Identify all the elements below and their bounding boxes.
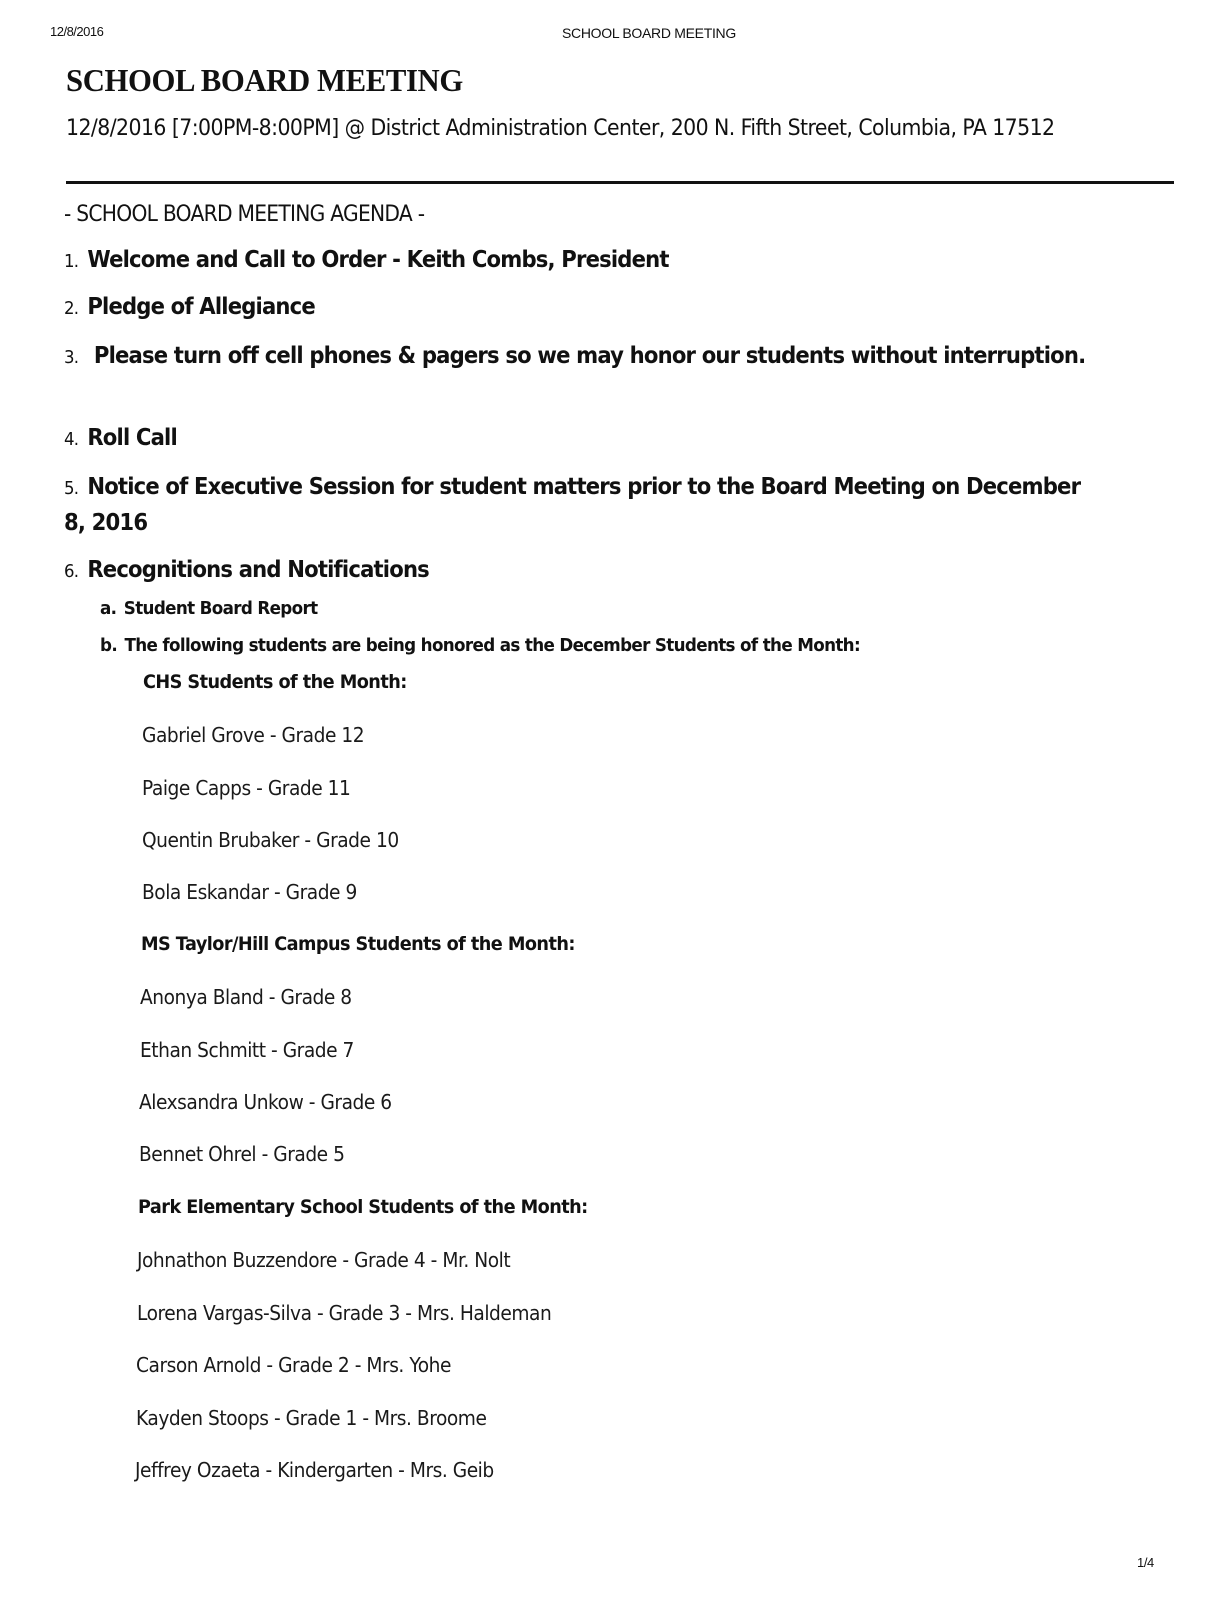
sub-item-text: The following students are being honored as the December Students of the Month:: [124, 635, 860, 656]
sub-item-text: Student Board Report: [123, 598, 318, 619]
agenda-heading: - SCHOOL BOARD MEETING AGENDA -: [64, 202, 425, 227]
agenda-item: [64, 290, 1104, 326]
group-heading-ms: MS Taylor/Hill Campus Students of the Month:: [141, 933, 575, 955]
student-entry: Jeffrey Ozaeta - Kindergarten - Mrs. Geib: [135, 1458, 494, 1482]
agenda-item-text: Pledge of Allegiance: [87, 294, 315, 320]
student-entry: Quentin Brubaker - Grade 10: [142, 828, 399, 852]
student-entry: Lorena Vargas-Silva - Grade 3 - Mrs. Haldeman: [137, 1301, 552, 1325]
group-heading-park: Park Elementary School Students of the Month:: [138, 1196, 588, 1218]
agenda-item: [64, 553, 1104, 589]
agenda-item-number: 2.: [64, 298, 79, 319]
student-entry: Paige Capps - Grade 11: [142, 776, 351, 800]
print-header-title: SCHOOL BOARD MEETING: [562, 25, 736, 41]
agenda-item-text: Welcome and Call to Order - Keith Combs, President: [87, 247, 669, 273]
student-entry: Johnathon Buzzendore - Grade 4 - Mr. Nolt: [137, 1248, 511, 1272]
agenda-item: [64, 470, 1104, 541]
agenda-item-number: 3.: [64, 347, 79, 368]
page-number: 1/4: [1137, 1555, 1154, 1570]
student-entry: Alexsandra Unkow - Grade 6: [139, 1090, 392, 1114]
agenda-item-number: 6.: [64, 561, 79, 582]
student-entry: Kayden Stoops - Grade 1 - Mrs. Broome: [136, 1406, 487, 1430]
agenda-item-number: 5.: [64, 478, 79, 499]
agenda-sub-item: [100, 635, 860, 656]
student-entry: Carson Arnold - Grade 2 - Mrs. Yohe: [136, 1353, 451, 1377]
sub-item-letter: b.: [100, 635, 118, 656]
student-entry: Ethan Schmitt - Grade 7: [140, 1038, 354, 1062]
agenda-item-text: Notice of Executive Session for student matters prior to the Board Meeting on December 8, 2016: [64, 474, 1081, 536]
agenda-item-text: Please turn off cell phones & pagers so we may honor our students without interruption.: [87, 343, 1086, 369]
student-entry: Anonya Bland - Grade 8: [140, 985, 352, 1009]
agenda-item-number: 4.: [64, 429, 79, 450]
agenda-item-number: 1.: [64, 251, 79, 272]
agenda-item-text: Recognitions and Notifications: [87, 557, 429, 583]
print-header-date: 12/8/2016: [50, 24, 104, 39]
meeting-info: 12/8/2016 [7:00PM-8:00PM] @ District Administration Center, 200 N. Fifth Street, Columbia, PA 17512: [66, 116, 1055, 141]
group-heading-chs: CHS Students of the Month:: [143, 671, 407, 693]
agenda-item-text: Roll Call: [87, 425, 177, 451]
student-entry: Bola Eskandar - Grade 9: [142, 880, 357, 904]
document-title: SCHOOL BOARD MEETING: [66, 62, 463, 98]
title-divider: [66, 181, 1174, 184]
agenda-item: [64, 339, 1104, 375]
student-entry: Bennet Ohrel - Grade 5: [139, 1142, 345, 1166]
agenda-item: [64, 243, 1104, 279]
agenda-item: [64, 421, 1104, 457]
sub-item-letter: a.: [100, 598, 117, 619]
student-entry: Gabriel Grove - Grade 12: [142, 723, 365, 747]
agenda-sub-item: [100, 598, 317, 619]
